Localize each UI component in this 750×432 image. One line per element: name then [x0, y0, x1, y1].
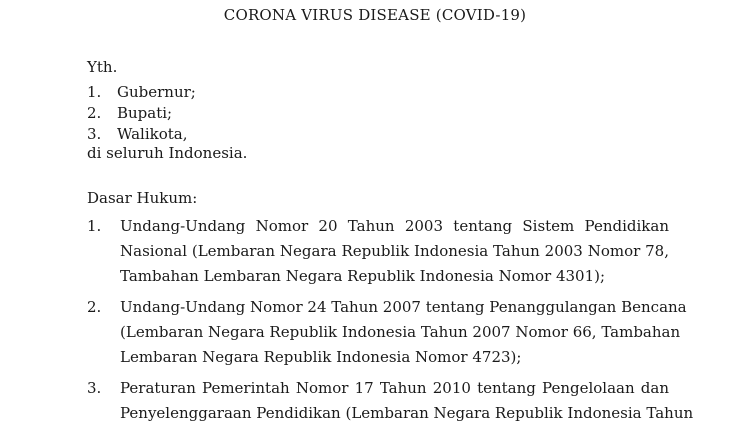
addressee-closing: di seluruh Indonesia. [87, 144, 248, 162]
list-number: 1. [87, 83, 102, 101]
legal-basis-text-line: Undang-Undang Nomor 24 Tahun 2007 tentang Penanggulangan Bencana [120, 298, 687, 316]
legal-basis-item [87, 214, 669, 289]
addressee-item [87, 124, 196, 145]
legal-basis-text-line: Penyelenggaraan Pendidikan (Lembaran Negara Republik Indonesia Tahun [120, 404, 694, 422]
legal-basis-text-line: Peraturan Pemerintah Nomor 17 Tahun 2010 tentang Pengelolaan dan [120, 379, 669, 397]
list-number: 2. [87, 104, 102, 122]
addressee-label: Gubernur; [117, 83, 196, 101]
list-number: 2. [87, 298, 102, 316]
list-number: 1. [87, 217, 102, 235]
addressee-label: Bupati; [117, 104, 173, 122]
legal-basis-text-line: Lembaran Negara Republik Indonesia Nomor 4723); [120, 348, 522, 366]
legal-basis-text-line: Tambahan Lembaran Negara Republik Indonesia Nomor 4301); [120, 267, 606, 285]
list-number: 3. [87, 379, 102, 397]
document-title: CORONA VIRUS DISEASE (COVID-19) [223, 6, 527, 24]
legal-basis-item [87, 295, 687, 370]
list-number: 3. [87, 125, 102, 143]
legal-basis-item [87, 376, 694, 426]
legal-basis-text-line: Nasional (Lembaran Negara Republik Indonesia Tahun 2003 Nomor 78, [120, 242, 669, 260]
legal-basis-text-line: (Lembaran Negara Republik Indonesia Tahun 2007 Nomor 66, Tambahan [120, 323, 681, 341]
addressee-heading: Yth. [87, 58, 118, 76]
addressee-label: Walikota, [117, 125, 188, 143]
legal-basis-text-line: Undang-Undang Nomor 20 Tahun 2003 tentang Sistem Pendidikan [120, 217, 669, 235]
addressee-item [87, 103, 196, 124]
legal-basis-heading: Dasar Hukum: [87, 189, 198, 207]
addressee-list [87, 82, 196, 145]
addressee-item [87, 82, 196, 103]
legal-basis-list [87, 214, 694, 432]
